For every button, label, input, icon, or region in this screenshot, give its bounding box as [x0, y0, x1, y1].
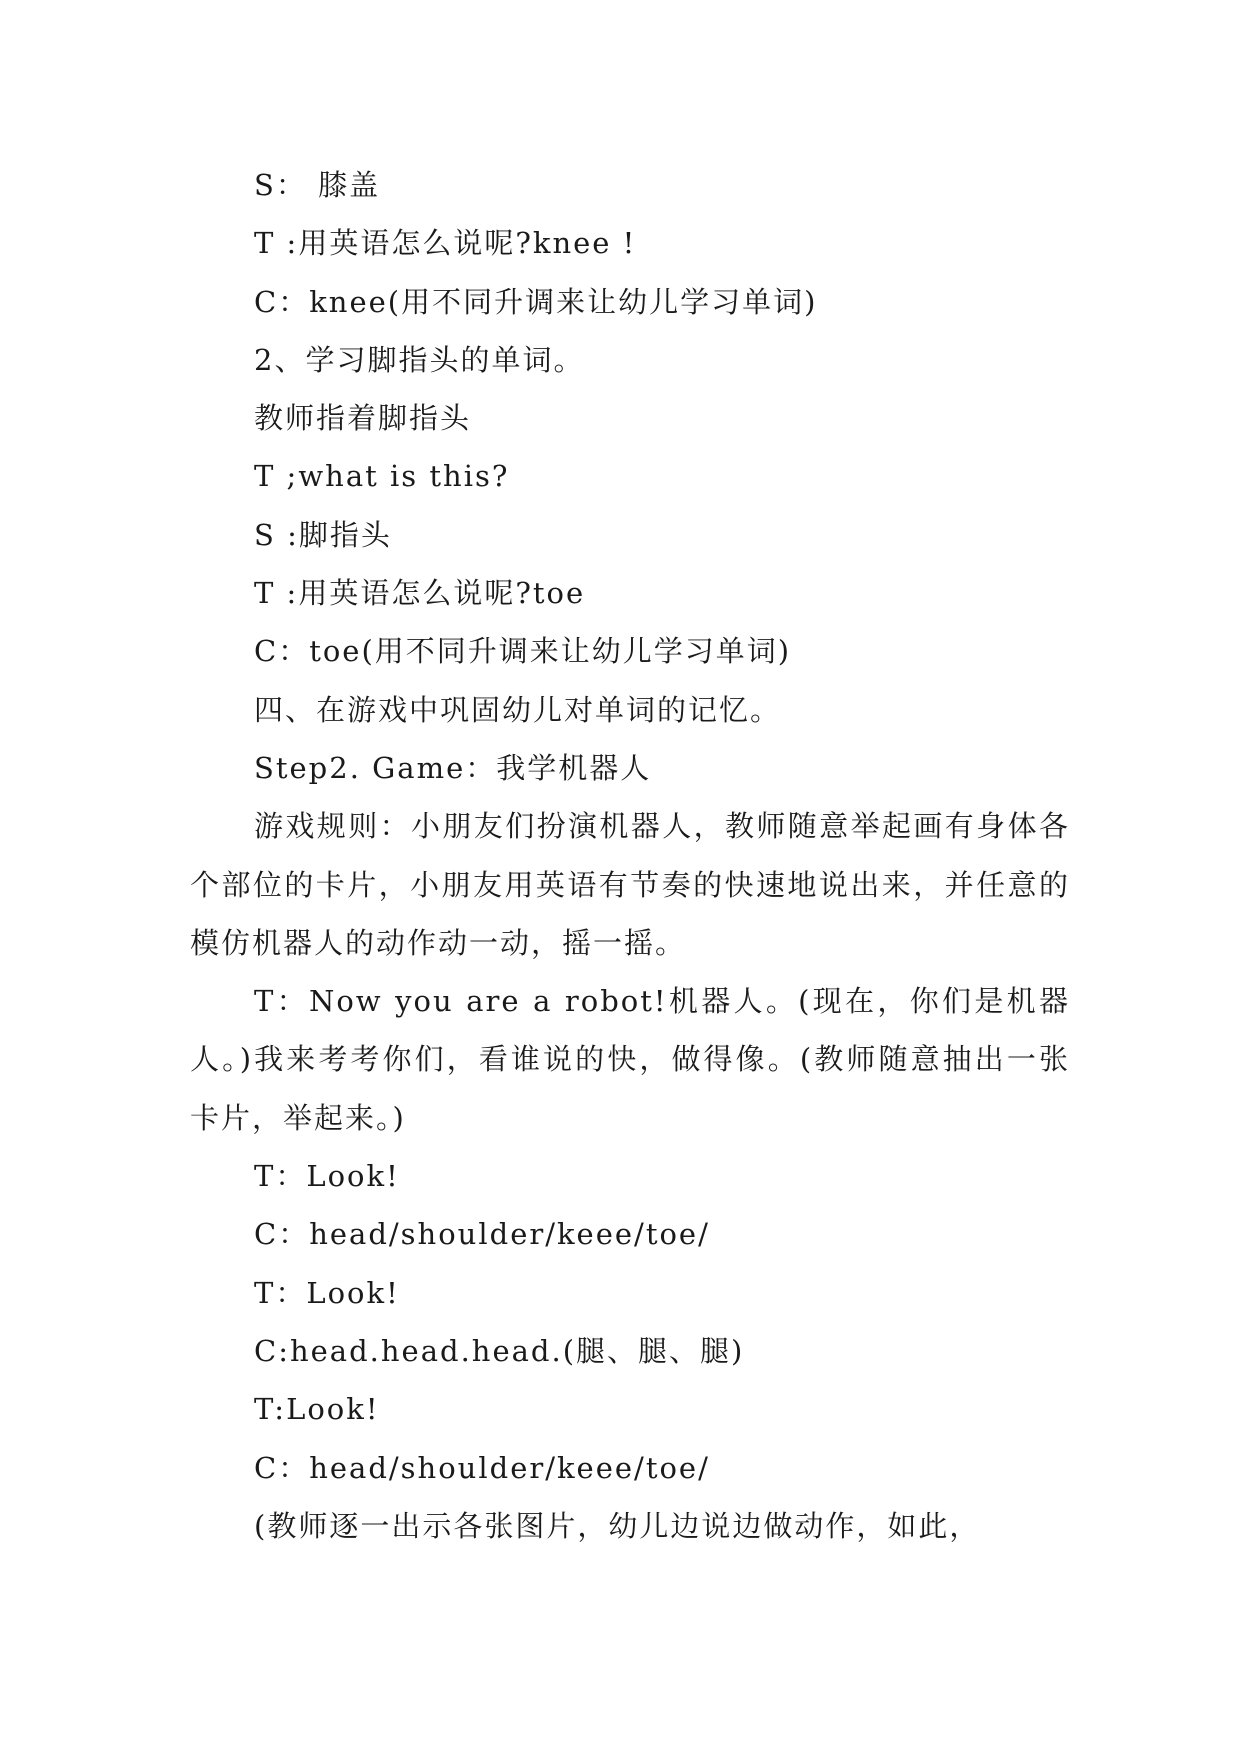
section-heading: 2、学习脚指头的单词。: [254, 342, 585, 377]
dialogue-line: T :用英语怎么说呢?toe: [254, 576, 586, 611]
game-rules-paragraph: 游戏规则：小朋友们扮演机器人，教师随意举起画有身体各个部位的卡片，小朋友用英语有节奏的快速地说出来，并任意的模仿机器人的动作动一动，摇一摇。: [190, 809, 1070, 960]
step-heading: Step2. Game：我学机器人: [254, 750, 652, 785]
dialogue-line: T ;what is this?: [254, 459, 510, 494]
instruction-line: (教师逐一出示各张图片，幼儿边说边做动作，如此，: [254, 1508, 981, 1543]
dialogue-line: S： 膝盖: [254, 168, 381, 202]
dialogue-line: C：head/shoulder/keee/toe/: [254, 1450, 710, 1485]
dialogue-line: C:head.head.head.(腿、腿、腿): [254, 1333, 745, 1368]
dialogue-line: C：toe(用不同升调来让幼儿学习单词): [254, 634, 792, 669]
dialogue-line: C：knee(用不同升调来让幼儿学习单词): [254, 284, 818, 319]
dialogue-line: T：Look!: [254, 1159, 400, 1194]
dialogue-line: T :用英语怎么说呢?knee !: [254, 226, 637, 261]
robot-dialogue-paragraph: T：Now you are a robot!机器人。(现在，你们是机器人。)我来考考你们，看谁说的快，做得像。(教师随意抽出一张卡片，举起来。): [190, 984, 1070, 1135]
instruction-line: 教师指着脚指头: [254, 401, 472, 436]
dialogue-line: S :脚指头: [254, 517, 392, 552]
dialogue-line: T:Look!: [254, 1392, 380, 1427]
document-body: [190, 156, 1070, 1555]
dialogue-line: T：Look!: [254, 1275, 400, 1310]
section-heading: 四、在游戏中巩固幼儿对单词的记忆。: [254, 692, 782, 727]
dialogue-line: C：head/shoulder/keee/toe/: [254, 1217, 710, 1252]
